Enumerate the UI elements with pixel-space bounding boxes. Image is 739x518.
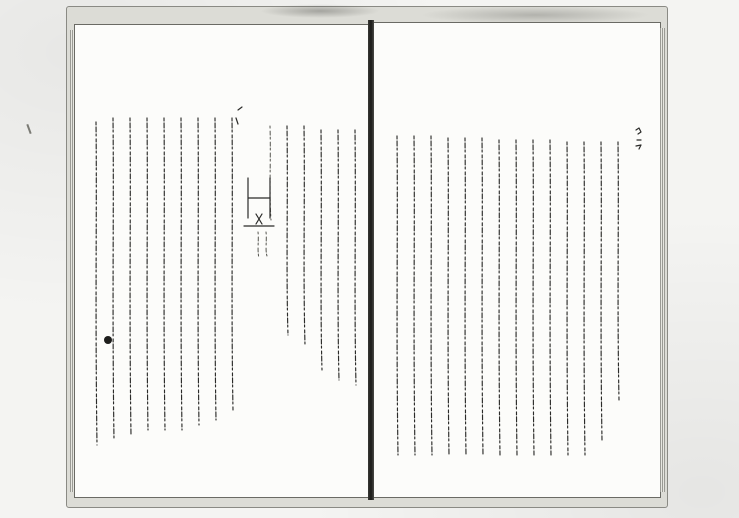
- left-page-column: [304, 126, 305, 345]
- left-page-handwriting: [96, 107, 356, 445]
- hand-drawn-apparatus-sketch: [244, 178, 274, 226]
- right-page-column: [431, 136, 432, 455]
- left-page-column: [198, 118, 199, 425]
- right-page-column: [533, 140, 534, 455]
- left-page-column: [232, 118, 233, 410]
- right-page-column: [482, 138, 483, 455]
- right-page-column: [601, 142, 602, 440]
- right-page-column: [516, 140, 517, 455]
- right-page-column: [448, 138, 449, 455]
- right-page-handwriting: [397, 128, 641, 455]
- left-page-column: [338, 130, 339, 380]
- right-page-column: [618, 142, 619, 400]
- right-page-column: [550, 140, 551, 455]
- left-page-column: [164, 118, 165, 430]
- column-bracket-mark: [236, 107, 242, 124]
- right-page-column: [499, 140, 500, 455]
- left-page-column: [147, 118, 148, 430]
- right-page-column: [567, 142, 568, 455]
- right-page-column: [584, 142, 585, 455]
- right-page-column: [465, 138, 466, 455]
- sketch-label: [266, 232, 267, 256]
- left-page-column: [113, 118, 114, 440]
- right-page-page-number: [636, 128, 641, 149]
- left-page-column: [321, 130, 322, 370]
- ink-blot: [104, 336, 112, 344]
- left-page-column: [130, 118, 131, 435]
- left-page-column: [355, 130, 356, 385]
- right-page-column: [397, 136, 398, 455]
- left-page-column: [181, 118, 182, 430]
- left-page-column: [215, 118, 216, 420]
- right-page-column: [414, 136, 415, 455]
- sketch-label: [258, 232, 259, 258]
- left-page-column: [287, 126, 288, 335]
- left-page-column: [96, 122, 97, 445]
